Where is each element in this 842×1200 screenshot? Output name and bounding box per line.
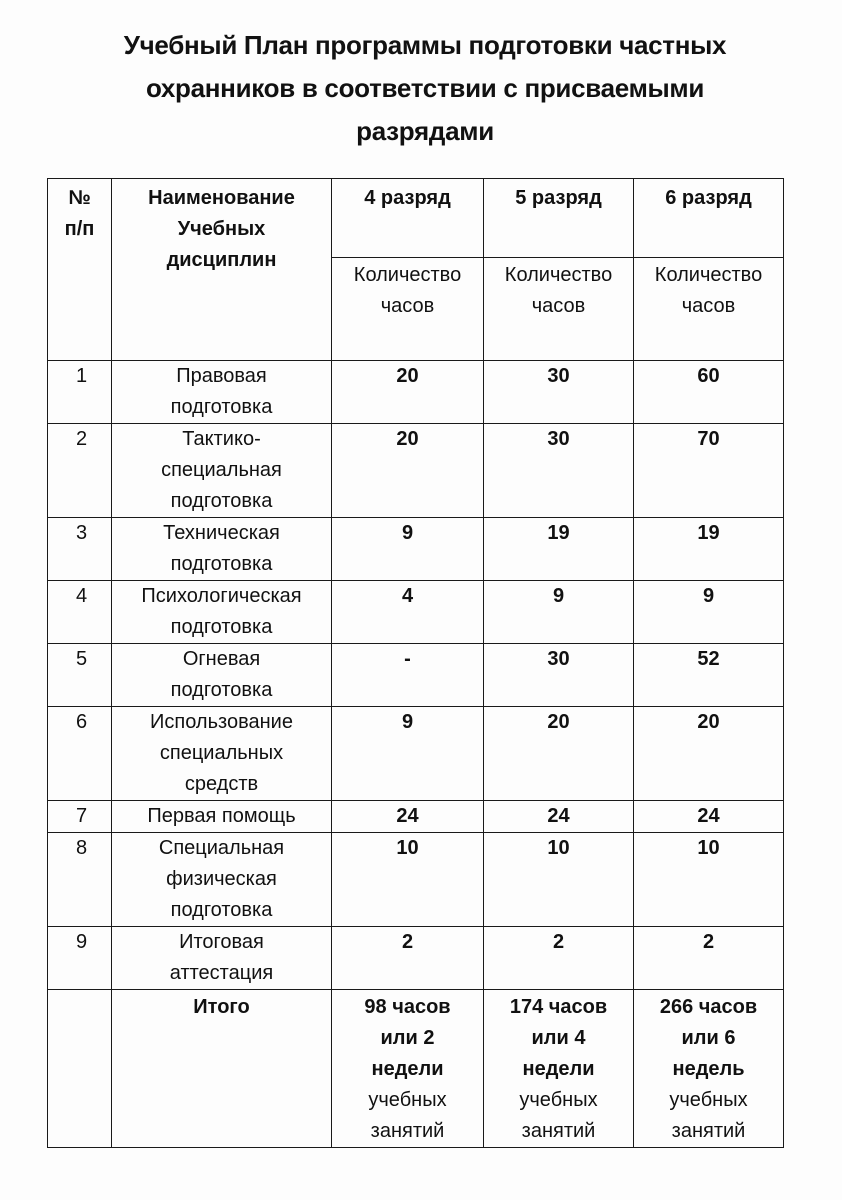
header-hours-4 [332,258,484,361]
hours-r6: 20 [634,707,784,801]
table-row [48,518,784,581]
discipline-name-line: Использование [150,711,293,733]
total-normal-line: учебных [669,1089,748,1111]
row-number: 1 [48,361,112,424]
hours-r4: 24 [332,801,484,833]
total-bold-line: 174 часов [509,996,608,1018]
hours-r6: 9 [634,581,784,644]
row-number: 9 [48,927,112,990]
header-name-line1: Наименование [148,187,295,209]
table-row [48,361,784,424]
discipline-name-line: подготовка [170,616,273,638]
total-normal-line: занятий [521,1120,596,1142]
hours-label-line1: Количество [353,264,462,286]
hours-label-line1: Количество [504,264,613,286]
hours-label-line1: Количество [654,264,763,286]
header-num [48,179,112,361]
hours-r4: 20 [332,361,484,424]
discipline-name-line: физическая [166,868,277,890]
discipline-name-line: подготовка [170,396,273,418]
total-r4 [332,990,484,1148]
hours-r4: 10 [332,833,484,927]
total-row [48,990,784,1148]
hours-r6: 2 [634,927,784,990]
discipline-name [112,424,332,518]
hours-r5: 30 [484,361,634,424]
document-title [60,24,790,153]
total-normal-line: занятий [671,1120,746,1142]
row-number: 2 [48,424,112,518]
hours-r6: 60 [634,361,784,424]
total-bold-line: недели [522,1058,595,1080]
hours-r6: 19 [634,518,784,581]
header-rank-6: 6 разряд [634,179,784,258]
discipline-name-line: Правовая [176,365,267,387]
title-line-1: Учебный План программы подготовки частных [123,30,727,60]
discipline-name-line: подготовка [170,490,273,512]
header-rank-5: 5 разряд [484,179,634,258]
hours-r4: 20 [332,424,484,518]
curriculum-table [47,178,784,1148]
title-line-2: охранников в соответствии с присваемыми [145,73,705,103]
discipline-name-line: специальных [159,742,284,764]
row-number: 3 [48,518,112,581]
hours-r6: 52 [634,644,784,707]
discipline-name [112,801,332,833]
hours-label-line2: часов [380,295,435,317]
header-row [48,179,784,258]
hours-r5: 19 [484,518,634,581]
table-row [48,707,784,801]
row-number: 6 [48,707,112,801]
hours-r6: 24 [634,801,784,833]
total-bold-line: или 2 [380,1027,435,1049]
table-row [48,581,784,644]
discipline-name [112,518,332,581]
hours-r4: 9 [332,707,484,801]
header-num-line1: № [68,187,91,209]
hours-label-line2: часов [681,295,736,317]
hours-r4: - [332,644,484,707]
row-number: 4 [48,581,112,644]
discipline-name [112,581,332,644]
total-bold-line: недели [371,1058,444,1080]
total-bold-line: 266 часов [659,996,758,1018]
table-row [48,424,784,518]
total-bold-line: или 6 [681,1027,736,1049]
discipline-name-line: Психологическая [141,585,302,607]
discipline-name [112,833,332,927]
hours-r5: 30 [484,644,634,707]
discipline-name-line: аттестация [169,962,274,984]
header-hours-5 [484,258,634,361]
hours-r5: 30 [484,424,634,518]
header-rank-4: 4 разряд [332,179,484,258]
row-number: 5 [48,644,112,707]
table-row [48,927,784,990]
total-normal-line: занятий [370,1120,445,1142]
row-number: 7 [48,801,112,833]
hours-r5: 9 [484,581,634,644]
discipline-name-line: Специальная [158,837,285,859]
total-bold-line: или 4 [531,1027,586,1049]
table-row [48,644,784,707]
discipline-name-line: специальная [161,459,282,481]
hours-r4: 4 [332,581,484,644]
hours-r4: 2 [332,927,484,990]
discipline-name-line: Первая помощь [147,805,296,827]
discipline-name-line: Огневая [182,648,261,670]
hours-r5: 20 [484,707,634,801]
hours-r5: 2 [484,927,634,990]
discipline-name-line: средств [184,773,259,795]
hours-r6: 10 [634,833,784,927]
table-row [48,801,784,833]
discipline-name-line: подготовка [170,899,273,921]
table-row [48,833,784,927]
row-number: 8 [48,833,112,927]
total-normal-line: учебных [519,1089,598,1111]
header-hours-6 [634,258,784,361]
hours-r4: 9 [332,518,484,581]
discipline-name-line: подготовка [170,679,273,701]
discipline-name-line: Тактико- [182,428,261,450]
title-line-3: разрядами [356,116,494,146]
total-r5 [484,990,634,1148]
discipline-name [112,361,332,424]
hours-r5: 24 [484,801,634,833]
discipline-name [112,707,332,801]
discipline-name-line: подготовка [170,553,273,575]
total-label: Итого [112,990,332,1148]
header-num-line2: п/п [64,218,95,240]
header-name-line3: дисциплин [166,249,277,271]
total-bold-line: 98 часов [364,996,451,1018]
header-discipline-name [112,179,332,361]
discipline-name [112,644,332,707]
total-normal-line: учебных [368,1089,447,1111]
total-num-empty [48,990,112,1148]
total-r6 [634,990,784,1148]
discipline-name-line: Техническая [163,522,280,544]
total-bold-line: недель [672,1058,745,1080]
hours-r5: 10 [484,833,634,927]
hours-label-line2: часов [531,295,586,317]
discipline-name-line: Итоговая [179,931,264,953]
header-name-line2: Учебных [177,218,266,240]
discipline-name [112,927,332,990]
hours-r6: 70 [634,424,784,518]
